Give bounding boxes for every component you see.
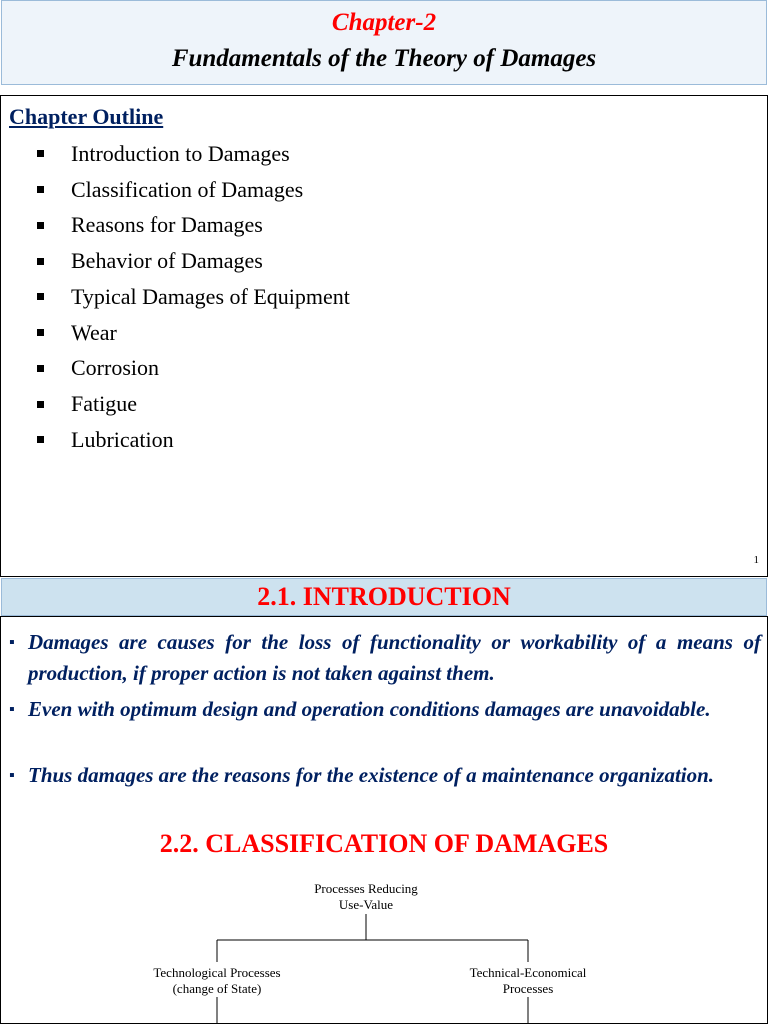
square-bullet-icon: ▪: [9, 634, 15, 651]
outline-item: Corrosion: [37, 351, 350, 387]
square-bullet-icon: [37, 293, 44, 300]
intro-paragraph: ▪ Even with optimum design and operation conditions damages are unavoidable.: [9, 694, 761, 725]
section-heading-introduction: 2.1. INTRODUCTION: [257, 582, 511, 611]
outline-item: Reasons for Damages: [37, 208, 350, 244]
outline-item: Classification of Damages: [37, 172, 350, 208]
square-bullet-icon: ▪: [9, 767, 15, 784]
diagram-node-technical-economical: Technical-Economical Processes: [469, 965, 587, 996]
square-bullet-icon: [37, 186, 44, 193]
introduction-panel: [0, 616, 768, 1024]
page-number: 1: [753, 554, 759, 566]
chapter-number: Chapter-2: [331, 9, 437, 36]
outline-item: Fatigue: [37, 386, 350, 422]
square-bullet-icon: [37, 258, 44, 265]
outline-item: Wear: [37, 315, 350, 351]
square-bullet-icon: [37, 365, 44, 372]
square-bullet-icon: [37, 329, 44, 336]
section-heading-classification: 2.2. CLASSIFICATION OF DAMAGES: [159, 829, 609, 858]
intro-paragraph: ▪ Thus damages are the reasons for the existence of a maintenance organization.: [9, 760, 761, 791]
square-bullet-icon: [37, 222, 44, 229]
outline-heading: Chapter Outline: [9, 104, 164, 129]
chapter-title: Fundamentals of the Theory of Damages: [171, 45, 597, 72]
outline-item: Typical Damages of Equipment: [37, 279, 350, 315]
outline-list: [37, 136, 350, 458]
outline-item: Behavior of Damages: [37, 243, 350, 279]
square-bullet-icon: [37, 150, 44, 157]
square-bullet-icon: ▪: [9, 701, 15, 718]
outline-item: Lubrication: [37, 422, 350, 458]
square-bullet-icon: [37, 436, 44, 443]
diagram-node-root: Processes Reducing Use-Value: [314, 881, 418, 912]
chapter-outline-panel: [0, 95, 768, 577]
square-bullet-icon: [37, 401, 44, 408]
chapter-title-banner: [1, 0, 767, 85]
outline-item: Introduction to Damages: [37, 136, 350, 172]
introduction-banner: [1, 578, 767, 616]
diagram-node-technological: Technological Processes (change of State): [153, 965, 281, 996]
intro-paragraph: ▪ Damages are causes for the loss of functionality or workability of a means of production, if proper action is not taken against them.: [9, 627, 761, 689]
classification-diagram: [1, 617, 767, 1023]
